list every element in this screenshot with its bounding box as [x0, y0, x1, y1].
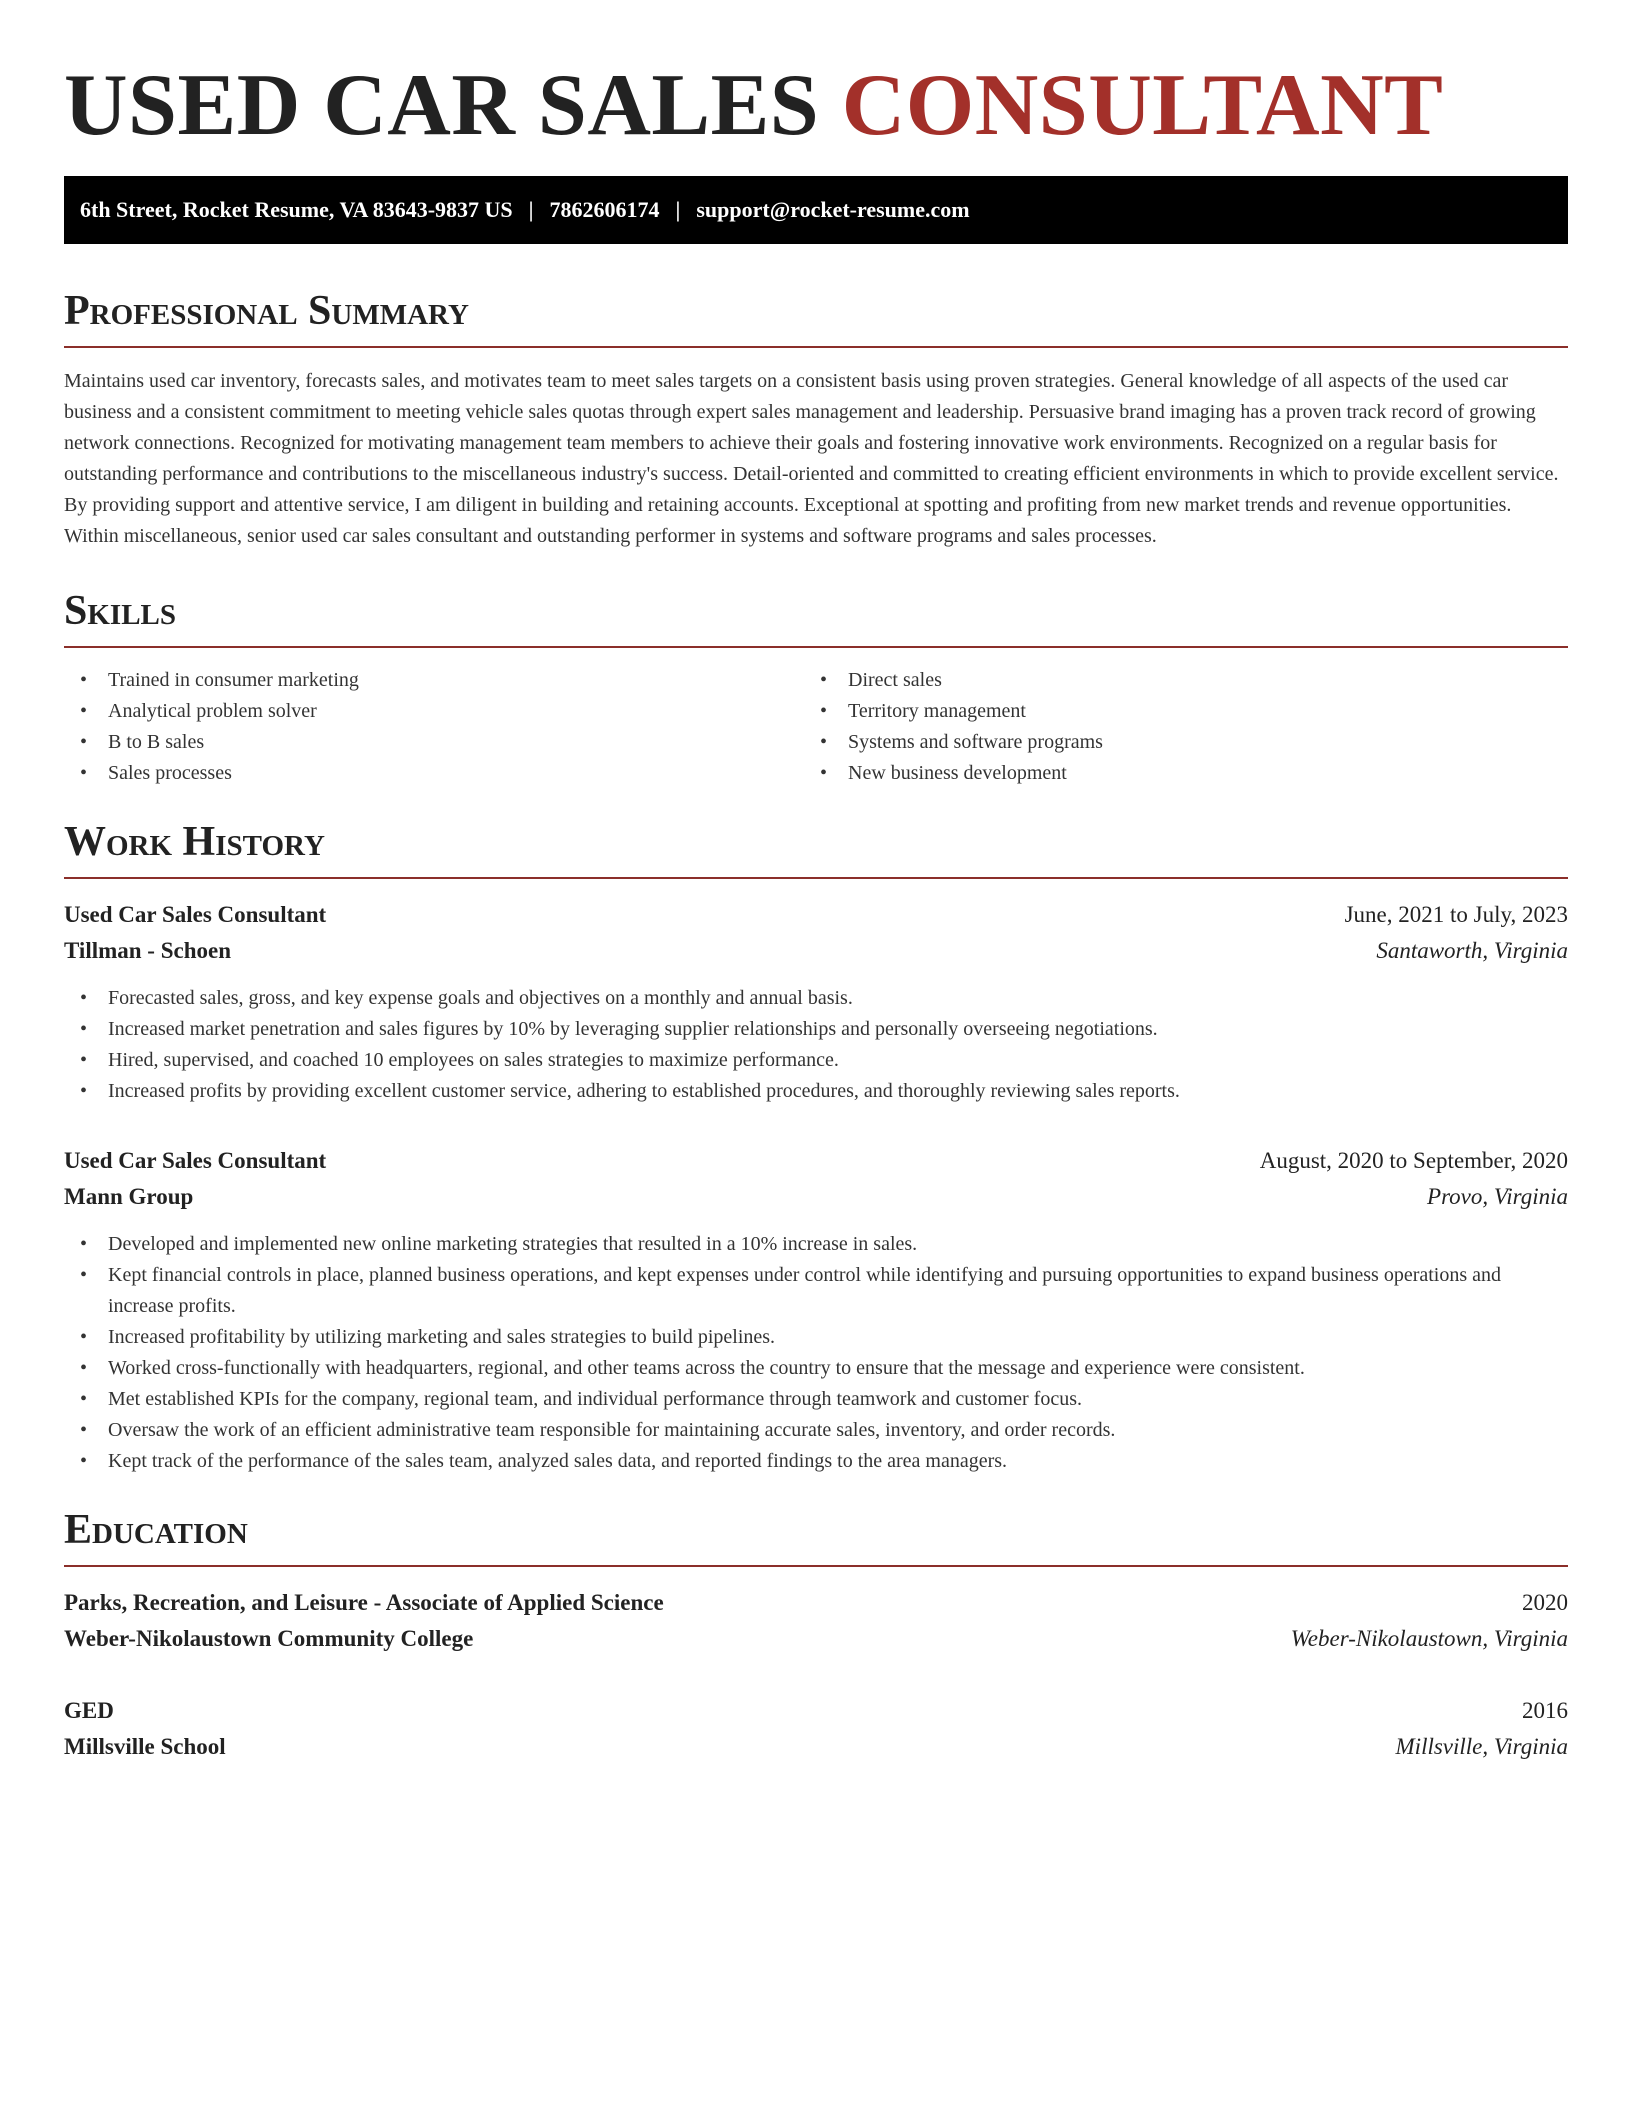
skill-item: • Trained in consumer marketing [64, 665, 804, 696]
job-dates: August, 2020 to September, 2020 [1259, 1148, 1568, 1173]
education-entry [64, 1693, 1568, 1765]
job-bullet: • Met established KPIs for the company, regional team, and individual performance through teamwork and customer focus. [64, 1384, 1568, 1415]
section-heading-education: Education [64, 1507, 248, 1553]
skill-item: • Territory management [804, 696, 1544, 727]
skills-section [64, 586, 1568, 789]
job-company-row [64, 1179, 1568, 1215]
section-divider [64, 346, 1568, 348]
section-heading-skills: Skills [64, 588, 177, 634]
skill-item: • Systems and software programs [804, 727, 1544, 758]
skill-item: • Sales processes [64, 758, 804, 789]
degree-name: GED [64, 1698, 114, 1723]
job-title-row [64, 897, 1568, 933]
degree-row [64, 1585, 1568, 1621]
contact-bar [64, 176, 1568, 244]
school-location: Millsville, Virginia [1395, 1734, 1568, 1759]
job-company: Mann Group [64, 1184, 194, 1209]
section-divider [64, 877, 1568, 879]
school-row [64, 1621, 1568, 1657]
degree-year: 2020 [1522, 1590, 1568, 1615]
degree-year: 2016 [1522, 1698, 1568, 1723]
education-entry [64, 1585, 1568, 1657]
job-bullet: • Kept financial controls in place, planned business operations, and kept expenses under control while identifying and pursuing opportunities to expand business operations and increase profits. [64, 1260, 1568, 1322]
job-entry [64, 897, 1568, 1107]
work-history-section [64, 817, 1568, 1477]
skill-item: • Analytical problem solver [64, 696, 804, 727]
skills-column-right [804, 665, 1544, 789]
contact-email: support@rocket-resume.com [696, 197, 970, 222]
job-bullet: • Forecasted sales, gross, and key expense goals and objectives on a monthly and annual basis. [64, 983, 1568, 1014]
contact-separator: | [528, 197, 534, 222]
job-bullet: • Hired, supervised, and coached 10 employees on sales strategies to maximize performance. [64, 1045, 1568, 1076]
title-accent: CONSULTANT [841, 57, 1444, 154]
job-location: Provo, Virginia [1427, 1184, 1568, 1209]
degree-name: Parks, Recreation, and Leisure - Associate of Applied Science [64, 1590, 664, 1615]
title-main: USED CAR SALES [64, 57, 820, 154]
job-title: Used Car Sales Consultant [64, 902, 327, 927]
section-divider [64, 646, 1568, 648]
skill-item: • New business development [804, 758, 1544, 789]
contact-address: 6th Street, Rocket Resume, VA 83643-9837 US [80, 197, 513, 222]
job-location: Santaworth, Virginia [1376, 938, 1568, 963]
job-bullets [64, 983, 1568, 1107]
job-bullet: • Worked cross-functionally with headquarters, regional, and other teams across the country to ensure that the message and experience were consistent. [64, 1353, 1568, 1384]
school-name: Weber-Nikolaustown Community College [64, 1626, 474, 1651]
skill-item: • B to B sales [64, 727, 804, 758]
degree-row [64, 1693, 1568, 1729]
job-title-row [64, 1143, 1568, 1179]
job-bullet: • Increased market penetration and sales figures by 10% by leveraging supplier relationships and personally overseeing negotiations. [64, 1014, 1568, 1045]
job-bullet: • Oversaw the work of an efficient administrative team responsible for maintaining accurate sales, inventory, and order records. [64, 1415, 1568, 1446]
school-location: Weber-Nikolaustown, Virginia [1290, 1626, 1568, 1651]
job-company-row [64, 933, 1568, 969]
school-name: Millsville School [64, 1734, 226, 1759]
job-entry [64, 1143, 1568, 1477]
skill-item: • Direct sales [804, 665, 1544, 696]
section-heading-summary: Professional Summary [64, 288, 469, 334]
job-bullet: • Kept track of the performance of the sales team, analyzed sales data, and reported findings to the area managers. [64, 1446, 1568, 1477]
job-dates: June, 2021 to July, 2023 [1344, 902, 1568, 927]
section-divider [64, 1565, 1568, 1567]
job-bullets [64, 1229, 1568, 1477]
summary-text: Maintains used car inventory, forecasts sales, and motivates team to meet sales targets on a consistent basis using proven strategies. General knowledge of all aspects of the used car business and a consistent commitment to meeting vehicle sales quotas through expert sales management and leadership. Persuasive brand imaging has a proven track record of growing network connections. Recognized for motivating management team members to achieve their goals and fostering innovative work environments. Recognized on a regular basis for outstanding performance and contributions to the miscellaneous industry's success. Detail-oriented and committed to creating efficient environments in which to provide excellent service. By providing support and attentive service, I am diligent in building and retaining accounts. Exceptional at spotting and profiting from new market trends and revenue opportunities. Within miscellaneous, senior used car sales consultant and outstanding performer in systems and software programs and sales processes. [64, 370, 1559, 547]
contact-separator: | [675, 197, 681, 222]
job-company: Tillman - Schoen [64, 938, 231, 963]
skills-grid [64, 665, 1568, 789]
job-bullet: • Increased profitability by utilizing marketing and sales strategies to build pipelines. [64, 1322, 1568, 1353]
job-title: Used Car Sales Consultant [64, 1148, 327, 1173]
job-bullet: • Increased profits by providing excellent customer service, adhering to established procedures, and thoroughly reviewing sales reports. [64, 1076, 1568, 1107]
skills-column-left [64, 665, 804, 789]
professional-summary-section [64, 286, 1568, 552]
education-section [64, 1505, 1568, 1765]
job-bullet: • Developed and implemented new online marketing strategies that resulted in a 10% increase in sales. [64, 1229, 1568, 1260]
resume-page [64, 56, 1568, 1765]
section-heading-work: Work History [64, 819, 325, 865]
school-row [64, 1729, 1568, 1765]
contact-phone: 7862606174 [549, 197, 660, 222]
resume-title [64, 56, 1568, 156]
